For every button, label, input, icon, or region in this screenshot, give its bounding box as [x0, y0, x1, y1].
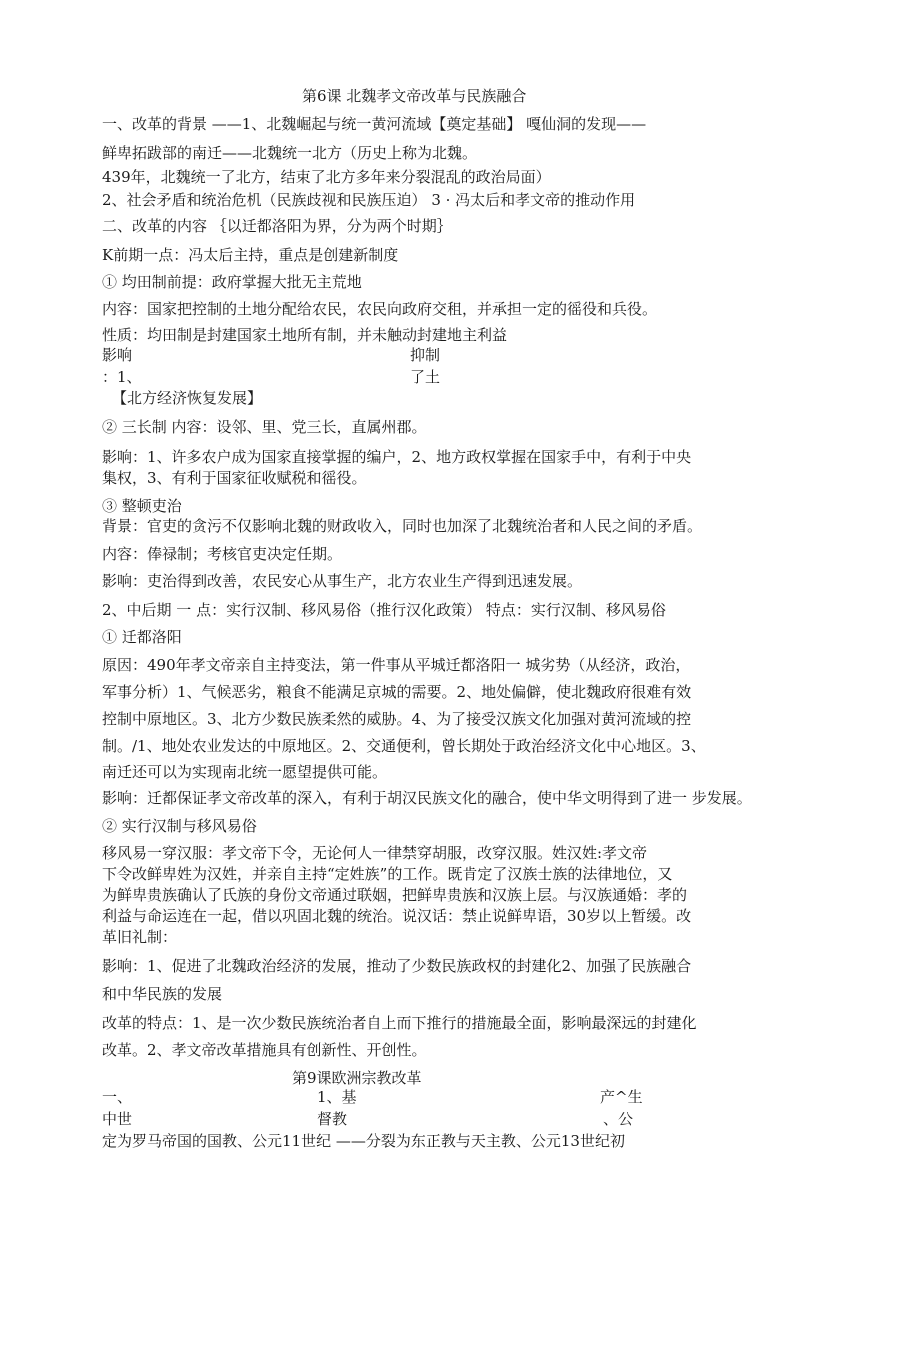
section-heading: 二、改革的内容 ｛以迁都洛阳为界，分为两个时期｝ — [102, 217, 452, 235]
text-line: 2、中后期 一 点：实行汉制、移风易俗（推行汉化政策） 特点：实行汉制、移风易俗 — [102, 601, 666, 619]
subsection-heading: ② 实行汉制与移风易俗 — [102, 817, 257, 835]
text-fragment: 督教 — [317, 1110, 348, 1128]
text-line: 影响：1、许多农户成为国家直接掌握的编户，2、地方政权掌握在国家手中，有利于中央 — [102, 448, 692, 466]
text-line: 革旧礼制： — [102, 928, 178, 946]
subsection-heading: ② 三长制 内容：设邻、里、党三长，直属州郡。 — [102, 418, 427, 436]
text-line: 影响：1、促进了北魏政治经济的发展，推动了少数民族政权的封建化2、加强了民族融合 — [102, 957, 692, 975]
text-line: 军事分析）1、气候恶劣，粮食不能满足京城的需要。2、地处偏僻，使北魏政府很难有效 — [102, 683, 692, 701]
text-line: 南迁还可以为实现南北统一愿望提供可能。 — [102, 763, 388, 781]
text-line: 集权，3、有利于国家征收赋税和徭役。 — [102, 469, 367, 487]
lesson9-title: 第9课欧洲宗教改革 — [292, 1069, 422, 1087]
text-line: 移风易一穿汉服：孝文帝下令，无论何人一律禁穿胡服，改穿汉服。姓汉姓:孝文帝 — [102, 844, 648, 862]
text-line: 影响：迁都保证孝文帝改革的深入，有利于胡汉民族文化的融合，使中华文明得到了进一 步发展。 — [102, 789, 752, 807]
text-line: 利益与命运连在一起，借以巩固北魏的统治。说汉话：禁止说鲜卑语，30岁以上暂缓。改 — [102, 907, 692, 925]
text-line: 控制中原地区。3、北方少数民族柔然的威胁。4、为了接受汉族文化加强对黄河流域的控 — [102, 710, 692, 728]
text-fragment: 抑制 — [410, 346, 441, 364]
text-fragment: 1、基 — [317, 1088, 357, 1106]
text-line: 背景：官吏的贪污不仅影响北魏的财政收入，同时也加深了北魏统治者和人民之间的矛盾。 — [102, 517, 703, 535]
text-line: 【北方经济恢复发展】 — [112, 389, 263, 407]
text-fragment: 了土 — [410, 368, 441, 386]
text-line: 原因：490年孝文帝亲自主持变法，第一件事从平城迁都洛阳一 城劣势（从经济，政治， — [102, 656, 691, 674]
text-line: 内容：国家把控制的土地分配给农民，农民向政府交租，并承担一定的徭役和兵役。 — [102, 300, 658, 318]
text-line: 改革。2、孝文帝改革措施具有创新性、开创性。 — [102, 1041, 427, 1059]
subsection-heading: ① 均田制前提：政府掌握大批无主荒地 — [102, 273, 362, 291]
text-line: 影响：吏治得到改善，农民安心从事生产，北方农业生产得到迅速发展。 — [102, 572, 583, 590]
subsection-heading: ① 迁都洛阳 — [102, 628, 182, 646]
text-line: 内容：俸禄制；考核官吏决定任期。 — [102, 545, 343, 563]
text-line: 定为罗马帝国的国教、公元11世纪 ——分裂为东正教与天主教、公元13世纪初 — [102, 1132, 625, 1150]
text-line: 439年，北魏统一了北方，结束了北方多年来分裂混乱的政治局面） — [102, 168, 551, 186]
text-fragment: ：1、 — [102, 368, 142, 386]
text-fragment: 、公 — [603, 1110, 634, 1128]
text-line: 2、社会矛盾和统治危机（民族歧视和民族压迫） 3 · 冯太后和孝文帝的推动作用 — [102, 191, 636, 209]
text-fragment: 中世 — [102, 1110, 133, 1128]
text-fragment: 一、 — [102, 1088, 133, 1106]
text-line: 下令改鲜卑姓为汉姓，并亲自主持“定姓族”的工作。既肯定了汉族士族的法律地位，又 — [102, 865, 673, 883]
text-line: 一、改革的背景 ——1、北魏崛起与统一黄河流域【奠定基础】 嘎仙洞的发现—— — [102, 115, 647, 133]
text-fragment: 产^生 — [600, 1088, 643, 1106]
text-line: 性质：均田制是封建国家土地所有制，并未触动封建地主利益 — [102, 326, 508, 344]
text-line: 鲜卑拓跋部的南迁——北魏统一北方（历史上称为北魏。 — [102, 144, 478, 162]
text-fragment: 影响 — [102, 346, 133, 364]
lesson6-title: 第6课 北魏孝文帝改革与民族融合 — [302, 87, 527, 105]
text-line: K前期一点：冯太后主持，重点是创建新制度 — [102, 246, 399, 264]
text-line: 制。/1、地处农业发达的中原地区。2、交通便利，曾长期处于政治经济文化中心地区。3、 — [102, 737, 706, 755]
subsection-heading: ③ 整顿吏治 — [102, 497, 182, 515]
text-line: 和中华民族的发展 — [102, 985, 223, 1003]
text-line: 为鲜卑贵族确认了氏族的身份文帝通过联姻，把鲜卑贵族和汉族上层。与汉族通婚：孝的 — [102, 886, 688, 904]
text-line: 改革的特点：1、是一次少数民族统治者自上而下推行的措施最全面，影响最深远的封建化 — [102, 1014, 697, 1032]
